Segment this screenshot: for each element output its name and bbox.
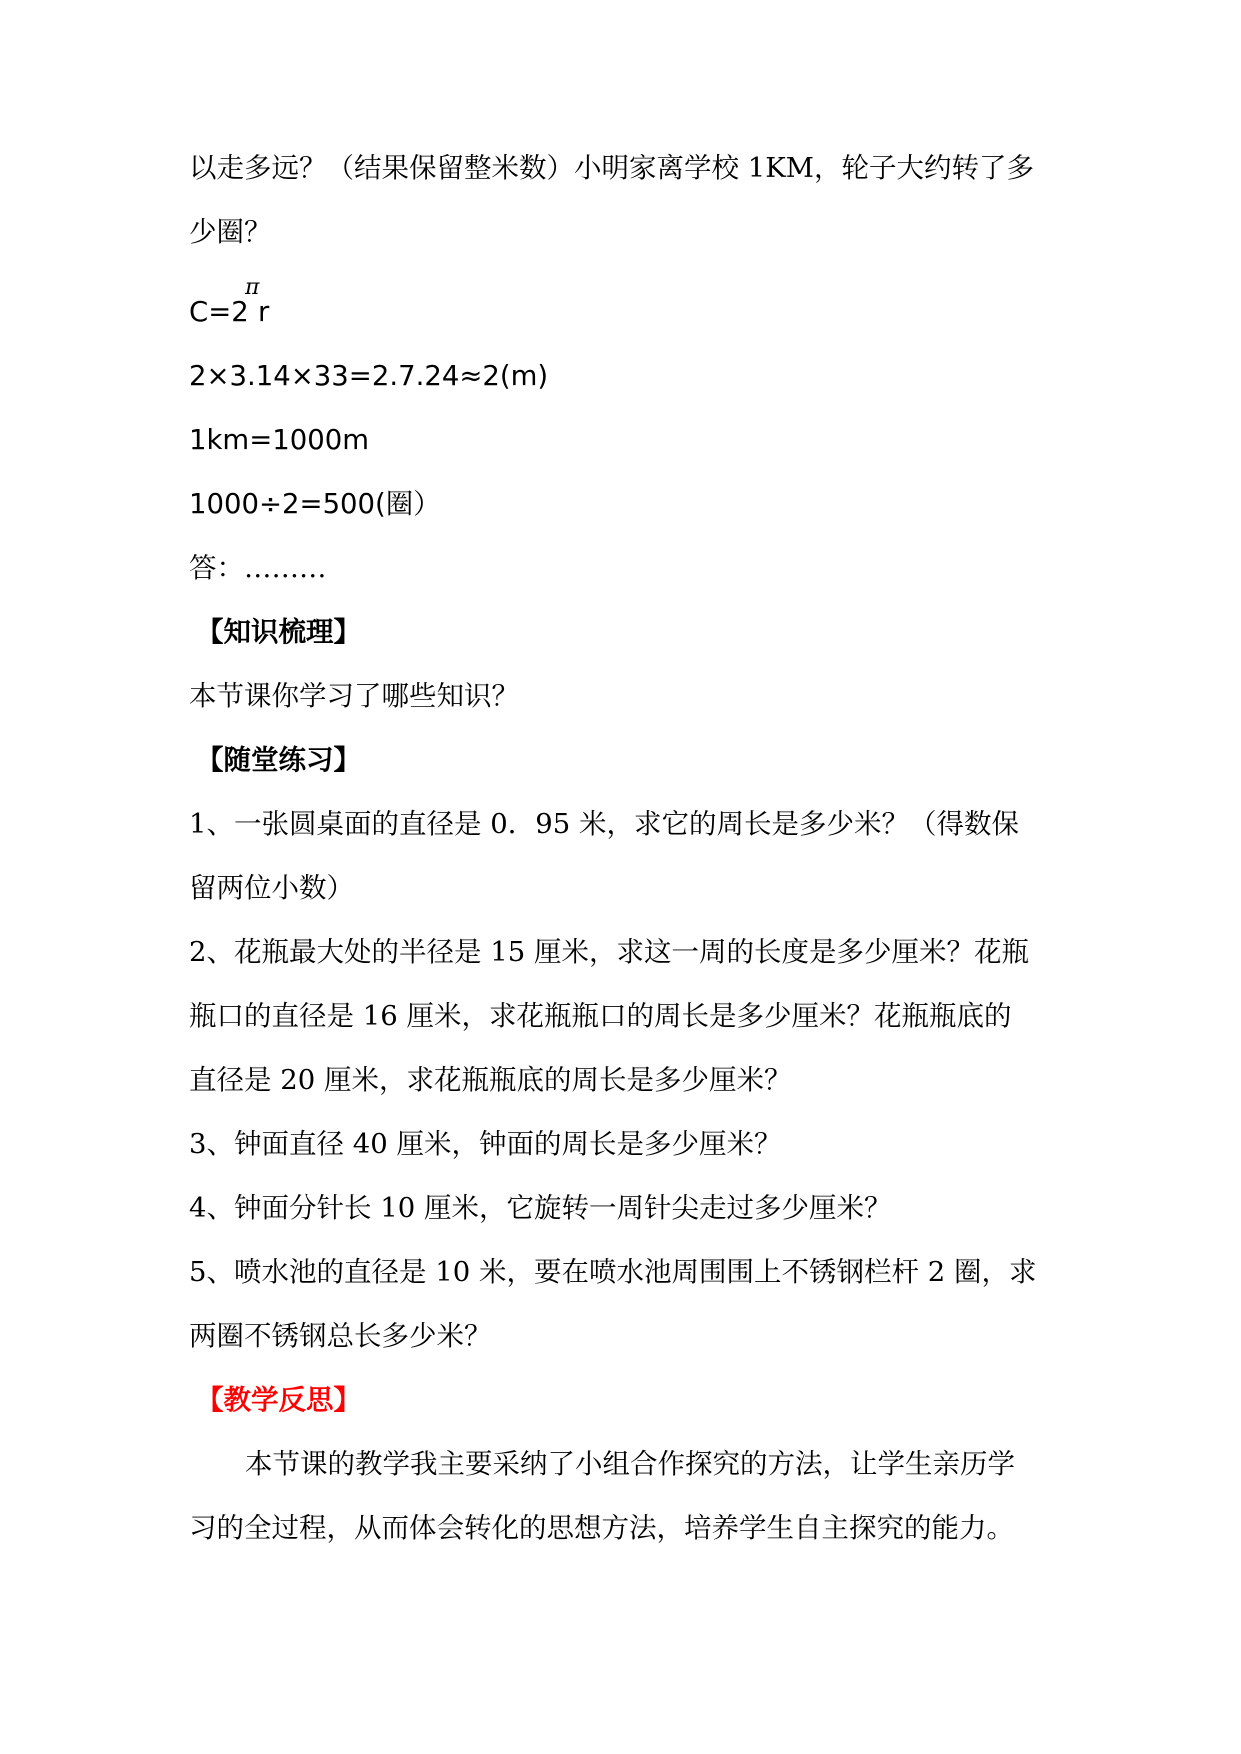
formula-circumference: C=2 xyxy=(189,296,249,328)
reflection-line-2: 习的全过程，从而体会转化的思想方法，培养学生自主探究的能力。 xyxy=(189,1512,1014,1544)
calc-line-1: 2×3.14×33=2.7.24≈2(m) xyxy=(189,360,549,392)
text-line-knowledge: 本节课你学习了哪些知识？ xyxy=(189,680,519,712)
exercise-2-line-2: 瓶口的直径是 16 厘米，求花瓶瓶口的周长是多少厘米？花瓶瓶底的 xyxy=(189,1000,1012,1032)
exercise-4: 4、钟面分针长 10 厘米，它旋转一周针尖走过多少厘米？ xyxy=(189,1192,892,1224)
exercise-2-line-3: 直径是 20 厘米，求花瓶瓶底的周长是多少厘米？ xyxy=(189,1064,792,1096)
calc-line-2: 1km=1000m xyxy=(189,424,370,456)
exercise-3: 3、钟面直径 40 厘米，钟面的周长是多少厘米？ xyxy=(189,1128,782,1160)
section-heading-reflection: 【教学反思】 xyxy=(196,1384,361,1416)
exercise-1-line-1: 1、一张圆桌面的直径是 0．95 米，求它的周长是多少米？（得数保 xyxy=(189,808,1019,840)
reflection-line-1: 本节课的教学我主要采纳了小组合作探究的方法，让学生亲历学 xyxy=(245,1448,1015,1480)
text-line-2: 少圈？ xyxy=(189,216,272,248)
exercise-5-line-2: 两圈不锈钢总长多少米？ xyxy=(189,1320,492,1352)
exercise-1-line-2: 留两位小数） xyxy=(189,872,354,904)
exercise-5-line-1: 5、喷水池的直径是 10 米，要在喷水池周围围上不锈钢栏杆 2 圈，求 xyxy=(189,1256,1037,1288)
pi-symbol: π xyxy=(245,275,260,300)
section-heading-knowledge: 【知识梳理】 xyxy=(196,616,361,648)
text-line-1: 以走多远？（结果保留整米数）小明家离学校 1KM，轮子大约转了多 xyxy=(189,152,1034,184)
calc-line-3: 1000÷2=500(圈） xyxy=(189,488,441,520)
answer-line: 答：……… xyxy=(189,552,327,584)
formula-radius: r xyxy=(258,296,270,328)
section-heading-practice: 【随堂练习】 xyxy=(196,744,361,776)
exercise-2-line-1: 2、花瓶最大处的半径是 15 厘米，求这一周的长度是多少厘米？花瓶 xyxy=(189,936,1029,968)
